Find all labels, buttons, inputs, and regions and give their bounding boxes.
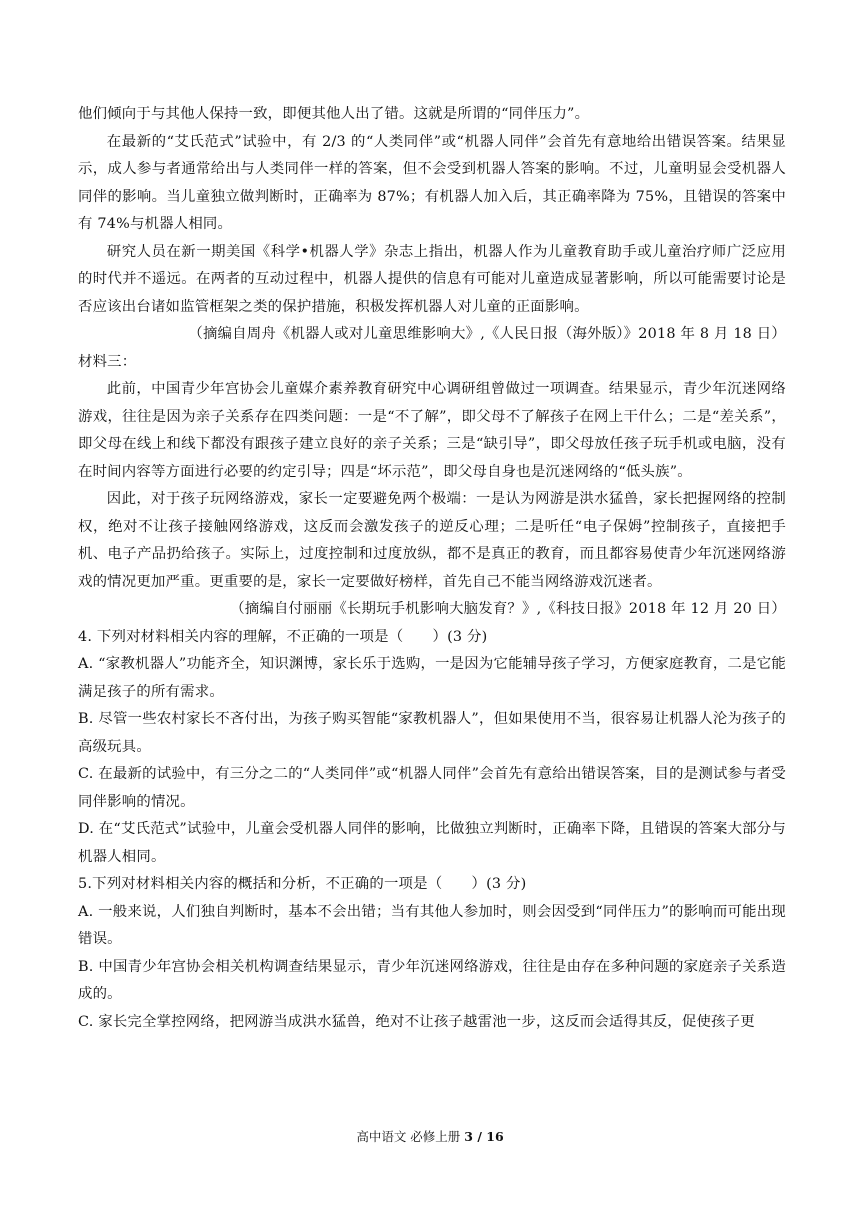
question-5-stem: 5.下列对材料相关内容的概括和分析，不正确的一项是（ ）(3 分) (78, 876, 527, 892)
question-5-option-c: C. 家长完全掌控网络，把网游当成洪水猛兽，绝对不让孩子越雷池一步，这反而会适得其反，促使孩子更 (78, 1013, 755, 1030)
question-5-option-b: B. 中国青少年宫协会相关机构调查结果显示，青少年沉迷网络游戏，往往是由存在多种问题的家庭亲子关系造成的。 (78, 958, 786, 1002)
footer-label: 高中语文 必修上册 (356, 1129, 465, 1144)
paragraph-experiment: 在最新的“艾氏范式”试验中，有 2/3 的“人类同伴”或“机器人同伴”会首先有意地给出错误答案。结果显示，成人参与者通常给出与人类同伴一样的答案，但不会受到机器人答案的影响。不过，儿童明显会受机器人同伴的影响。当儿童独立做判断时，正确率为 87%；有机器人加入后，其正确率降为 75%，且错误的答案中有 74%与机器人相同。 (78, 133, 786, 232)
question-5-option-a: A. 一般来说，人们独自判断时，基本不会出错；当有其他人参加时，则会因受到“同伴压力”的影响而可能出现错误。 (78, 903, 786, 947)
source-citation-material-3: （摘编自付丽丽《长期玩手机影响大脑发育？》,《科技日报》2018 年 12 月 20 日） (230, 601, 786, 617)
page-number: 3 / 16 (464, 1129, 504, 1144)
source-citation-material-2: （摘编自周舟《机器人或对儿童思维影响大》,《人民日报（海外版）》2018 年 8 月 18 日） (188, 326, 786, 342)
question-4-option-c: C. 在最新的试验中，有三分之二的“人类同伴”或“机器人同伴”会首先有意给出错误答案，目的是测试参与者受同伴影响的情况。 (78, 766, 786, 810)
paragraph-survey: 此前，中国青少年宫协会儿童媒介素养教育研究中心调研组曾做过一项调查。结果显示，青少年沉迷网络游戏，往往是因为亲子关系存在四类问题：一是“不了解”，即父母不了解孩子在网上干什么；二是“差关系”，即父母在线上和线下都没有跟孩子建立良好的亲子关系；三是“缺引导”，即父母放任孩子玩手机或电脑，没有在时间内容等方面进行必要的约定引导；四是“坏示范”，即父母自身也是沉迷网络的“低头族”。 (78, 381, 786, 480)
material-3-label: 材料三： (78, 353, 137, 370)
page-footer (0, 1129, 860, 1145)
question-4-option-a: A. “家教机器人”功能齐全，知识渊博，家长乐于选购，一是因为它能辅导孩子学习，方便家庭教育，二是它能满足孩子的所有需求。 (78, 656, 786, 700)
question-4-option-b: B. 尽管一些农村家长不吝付出，为孩子购买智能“家教机器人”，但如果使用不当，很容易让机器人沦为孩子的高级玩具。 (78, 711, 786, 755)
paragraph-research: 研究人员在新一期美国《科学•机器人学》杂志上指出，机器人作为儿童教育助手或儿童治疗师广泛应用的时代并不遥远。在两者的互动过程中，机器人提供的信息有可能对儿童造成显著影响，所以可能需要讨论是否应该出台诸如监管框架之类的保护措施，积极发挥机器人对儿童的正面影响。 (78, 243, 786, 315)
paragraph-intro: 他们倾向于与其他人保持一致，即便其他人出了错。这就是所谓的“同伴压力”。 (78, 106, 590, 122)
paragraph-advice: 因此，对于孩子玩网络游戏，家长一定要避免两个极端：一是认为网游是洪水猛兽，家长把握网络的控制权，绝对不让孩子接触网络游戏，这反而会激发孩子的逆反心理；二是听任“电子保姆”控制孩子，直接把手机、电子产品扔给孩子。实际上，过度控制和过度放纵，都不是真正的教育，而且都容易使青少年沉迷网络游戏的情况更加严重。更重要的是，家长一定要做好榜样，首先自己不能当网络游戏沉迷者。 (78, 491, 786, 590)
question-4-stem: 4. 下列对材料相关内容的理解，不正确的一项是（ ）(3 分) (78, 628, 488, 645)
page-content (78, 101, 786, 1036)
question-4-option-d: D. 在“艾氏范式”试验中，儿童会受机器人同伴的影响，比做独立判断时，正确率下降，且错误的答案大部分与机器人相同。 (78, 821, 786, 865)
